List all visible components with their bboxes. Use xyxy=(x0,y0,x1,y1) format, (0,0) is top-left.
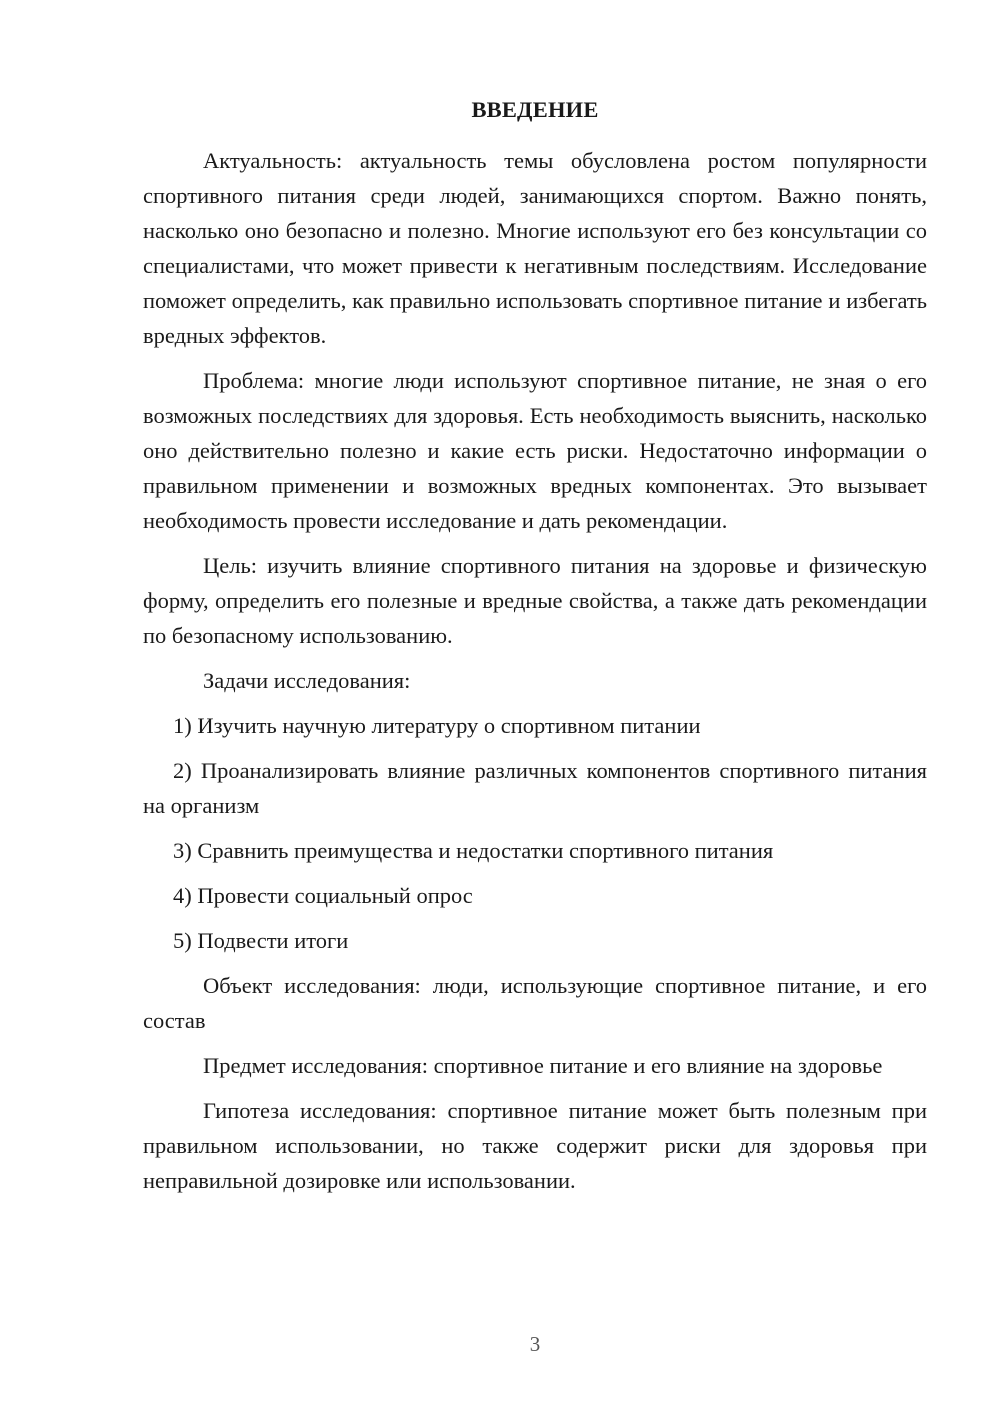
problem-paragraph: Проблема: многие люди используют спортивное питание, не зная о его возможных последствиях для здоровья. Есть необходимость выяснить, насколько оно действительно полезно и какие есть риски. Недостаточно информации о правильном применении и возможных вредных компонентах. Это вызывает необходимость провести исследование и дать рекомендации. xyxy=(143,368,927,533)
list-item: 2) Проанализировать влияние различных компонентов спортивного питания на организм xyxy=(143,758,927,818)
list-item: 4) Провести социальный опрос xyxy=(173,883,473,908)
page-number: 3 xyxy=(529,1332,541,1356)
object-paragraph: Объект исследования: люди, использующие спортивное питание, и его состав xyxy=(143,973,927,1033)
hypothesis-paragraph: Гипотеза исследования: спортивное питание может быть полезным при правильном использовании, но также содержит риски для здоровья при неправильной дозировке или использовании. xyxy=(143,1098,927,1193)
list-item: 1) Изучить научную литературу о спортивном питании xyxy=(173,713,701,738)
list-item: 5) Подвести итоги xyxy=(173,928,349,953)
page-title: ВВЕДЕНИЕ xyxy=(471,97,599,122)
subject-paragraph: Предмет исследования: спортивное питание и его влияние на здоровье xyxy=(203,1053,883,1078)
tasks-heading: Задачи исследования: xyxy=(203,668,411,693)
list-item: 3) Сравнить преимущества и недостатки спортивного питания xyxy=(173,838,774,863)
relevance-paragraph: Актуальность: актуальность темы обусловлена ростом популярности спортивного питания среди людей, занимающихся спортом. Важно понять, насколько оно безопасно и полезно. Многие используют его без консультации со специалистами, что может привести к негативным последствиям. Исследование поможет определить, как правильно использовать спортивное питание и избегать вредных эффектов. xyxy=(143,148,927,348)
goal-paragraph: Цель: изучить влияние спортивного питания на здоровье и физическую форму, определить его полезные и вредные свойства, а также дать рекомендации по безопасному использованию. xyxy=(143,553,927,648)
document-page xyxy=(143,92,927,1208)
